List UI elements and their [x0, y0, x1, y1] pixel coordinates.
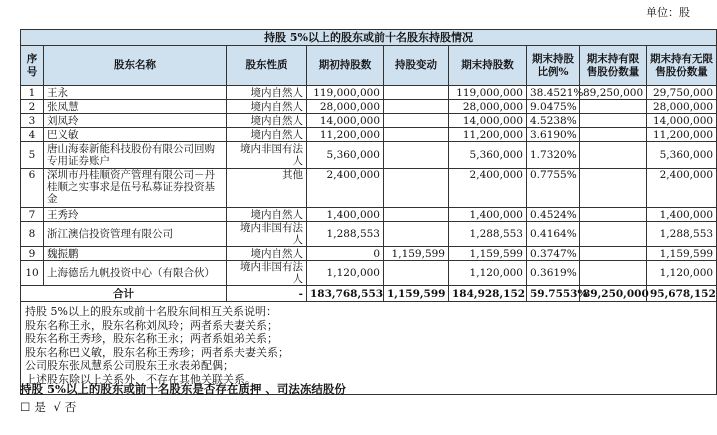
end-shares: 1,400,000 — [449, 208, 527, 222]
header-begin: 期初持股数 — [307, 46, 384, 86]
header-nature: 股东性质 — [227, 46, 307, 86]
row-index: 9 — [21, 247, 44, 261]
shareholder-nature: 境内自然人 — [227, 208, 307, 222]
total-restricted: 89,250,000 — [580, 286, 647, 302]
pledge-answer — [20, 399, 80, 415]
total-ratio: 59.7553% — [527, 286, 580, 302]
begin-shares: 1,400,000 — [307, 208, 384, 222]
restricted-shares — [580, 261, 647, 286]
unrestricted-shares: 2,400,000 — [647, 169, 717, 208]
end-ratio: 0.7755% — [527, 169, 580, 208]
unrestricted-shares: 5,360,000 — [647, 142, 717, 169]
shareholder-nature: 境内自然人 — [227, 86, 307, 100]
restricted-shares — [580, 142, 647, 169]
no-label: 否 — [64, 400, 77, 414]
no-checkmark: √ — [53, 400, 61, 414]
table-row — [21, 114, 717, 128]
shareholders-table — [20, 29, 717, 395]
row-index: 8 — [21, 222, 44, 247]
header-index: 序号 — [21, 46, 44, 86]
shareholder-name: 唐山海泰新能科技股份有限公司回购专用证券账户 — [44, 142, 227, 169]
shareholder-nature: 境内自然人 — [227, 100, 307, 114]
restricted-shares — [580, 208, 647, 222]
shareholder-nature: 境内非国有法人 — [227, 261, 307, 286]
restricted-shares — [580, 169, 647, 208]
restricted-shares — [580, 114, 647, 128]
shareholder-name: 巴义敏 — [44, 128, 227, 142]
end-shares: 1,288,553 — [449, 222, 527, 247]
share-change — [384, 222, 449, 247]
total-row — [21, 286, 717, 302]
shareholder-name: 魏振鹏 — [44, 247, 227, 261]
end-ratio: 4.5238% — [527, 114, 580, 128]
share-change — [384, 100, 449, 114]
note-line: 股东名称王秀珍，股东名称王永；两者系姐弟关系； — [25, 332, 278, 345]
unrestricted-shares: 1,400,000 — [647, 208, 717, 222]
header-restricted: 期末持有限售股份数量 — [580, 46, 647, 86]
shareholder-nature: 境内非国有法人 — [227, 222, 307, 247]
header-name: 股东名称 — [44, 46, 227, 86]
end-shares: 1,159,599 — [449, 247, 527, 261]
share-change — [384, 261, 449, 286]
row-index: 2 — [21, 100, 44, 114]
header-end: 期末持股数 — [449, 46, 527, 86]
shareholder-name: 深圳市丹桂顺资产管理有限公司－丹桂顺之实事求是伍号私募证券投资基金 — [44, 169, 227, 208]
table-row — [21, 100, 717, 114]
shareholder-name: 张凤慧 — [44, 100, 227, 114]
row-index: 4 — [21, 128, 44, 142]
end-ratio: 3.6190% — [527, 128, 580, 142]
total-end: 184,928,152 — [449, 286, 527, 302]
table-row — [21, 208, 717, 222]
restricted-shares: 89,250,000 — [580, 86, 647, 100]
shareholder-name: 刘凤玲 — [44, 114, 227, 128]
table-row — [21, 86, 717, 100]
share-change — [384, 86, 449, 100]
end-ratio: 0.4164% — [527, 222, 580, 247]
begin-shares: 119,000,000 — [307, 86, 384, 100]
end-shares: 11,200,000 — [449, 128, 527, 142]
note-line: 上述股东除以上关系外，不存在其他关联关系。 — [25, 372, 256, 386]
row-index: 5 — [21, 142, 44, 169]
end-ratio: 0.3619% — [527, 261, 580, 286]
header-ratio: 期末持股比例% — [527, 46, 580, 86]
table-row — [21, 142, 717, 169]
unrestricted-shares: 1,159,599 — [647, 247, 717, 261]
share-change — [384, 128, 449, 142]
pledge-question: 持股 5%以上的股东或前十名股东是否存在质押 、司法冻结股份 — [20, 382, 346, 396]
row-index: 3 — [21, 114, 44, 128]
unrestricted-shares: 11,200,000 — [647, 128, 717, 142]
shareholder-nature: 其他 — [227, 169, 307, 208]
end-shares: 28,000,000 — [449, 100, 527, 114]
note-line: 持股 5%以上的股东或前十名股东间相互关系说明： — [25, 305, 277, 318]
total-begin: 183,768,553 — [307, 286, 384, 302]
restricted-shares — [580, 100, 647, 114]
unrestricted-shares: 1,120,000 — [647, 261, 717, 286]
shareholder-nature: 境内自然人 — [227, 114, 307, 128]
end-shares: 5,360,000 — [449, 142, 527, 169]
unrestricted-shares: 1,288,553 — [647, 222, 717, 247]
shareholder-nature: 境内自然人 — [227, 247, 307, 261]
row-index: 6 — [21, 169, 44, 208]
note-line: 股东名称王永，股东名称刘凤玲；两者系夫妻关系； — [25, 318, 278, 332]
row-index: 7 — [21, 208, 44, 222]
unrestricted-shares: 29,750,000 — [647, 86, 717, 100]
end-ratio: 38.4521% — [527, 86, 580, 100]
shareholder-nature: 境内自然人 — [227, 128, 307, 142]
share-change — [384, 169, 449, 208]
total-unrestricted: 95,678,152 — [647, 286, 717, 302]
table-row — [21, 128, 717, 142]
header-unrestricted: 期末持有无限售股份数量 — [647, 46, 717, 86]
table-row — [21, 222, 717, 247]
end-shares: 119,000,000 — [449, 86, 527, 100]
table-title: 持股 5%以上的股东或前十名股东持股情况 — [21, 30, 717, 46]
header-change: 持股变动 — [384, 46, 449, 86]
note-line: 公司股东张凤慧系公司股东王永表弟配偶； — [25, 359, 234, 372]
total-change: 1,159,599 — [384, 286, 449, 302]
yes-checkbox: ☐ — [20, 400, 31, 414]
restricted-shares — [580, 222, 647, 247]
shareholder-name: 浙江澳信投资管理有限公司 — [44, 222, 227, 247]
table-row — [21, 247, 717, 261]
end-shares: 1,120,000 — [449, 261, 527, 286]
shareholder-name: 上海德岳九帆投资中心（有限合伙） — [44, 261, 227, 286]
end-ratio: 0.4524% — [527, 208, 580, 222]
table-row — [21, 169, 717, 208]
share-change — [384, 142, 449, 169]
share-change: 1,159,599 — [384, 247, 449, 261]
note-line: 股东名称巴义敏，股东名称王秀珍；两者系夫妻关系； — [25, 345, 289, 359]
unrestricted-shares: 28,000,000 — [647, 100, 717, 114]
unrestricted-shares: 14,000,000 — [647, 114, 717, 128]
row-index: 1 — [21, 86, 44, 100]
unit-label: 单位：股 — [646, 6, 690, 19]
begin-shares: 14,000,000 — [307, 114, 384, 128]
share-change — [384, 114, 449, 128]
begin-shares: 5,360,000 — [307, 142, 384, 169]
begin-shares: 1,288,553 — [307, 222, 384, 247]
end-ratio: 9.0475% — [527, 100, 580, 114]
end-shares: 2,400,000 — [449, 169, 527, 208]
end-ratio: 0.3747% — [527, 247, 580, 261]
shareholder-name: 王秀玲 — [44, 208, 227, 222]
row-index: 10 — [21, 261, 44, 286]
yes-label: 是 — [34, 400, 46, 414]
shareholder-nature: 境内非国有法人 — [227, 142, 307, 169]
table-row — [21, 261, 717, 286]
restricted-shares — [580, 247, 647, 261]
share-change — [384, 208, 449, 222]
begin-shares: 2,400,000 — [307, 169, 384, 208]
end-shares: 14,000,000 — [449, 114, 527, 128]
total-nature: - — [227, 286, 307, 302]
end-ratio: 1.7320% — [527, 142, 580, 169]
shareholder-name: 王永 — [44, 86, 227, 100]
begin-shares: 1,120,000 — [307, 261, 384, 286]
begin-shares: 28,000,000 — [307, 100, 384, 114]
begin-shares: 11,200,000 — [307, 128, 384, 142]
restricted-shares — [580, 128, 647, 142]
begin-shares: 0 — [307, 247, 384, 261]
total-label: 合计 — [21, 286, 227, 302]
